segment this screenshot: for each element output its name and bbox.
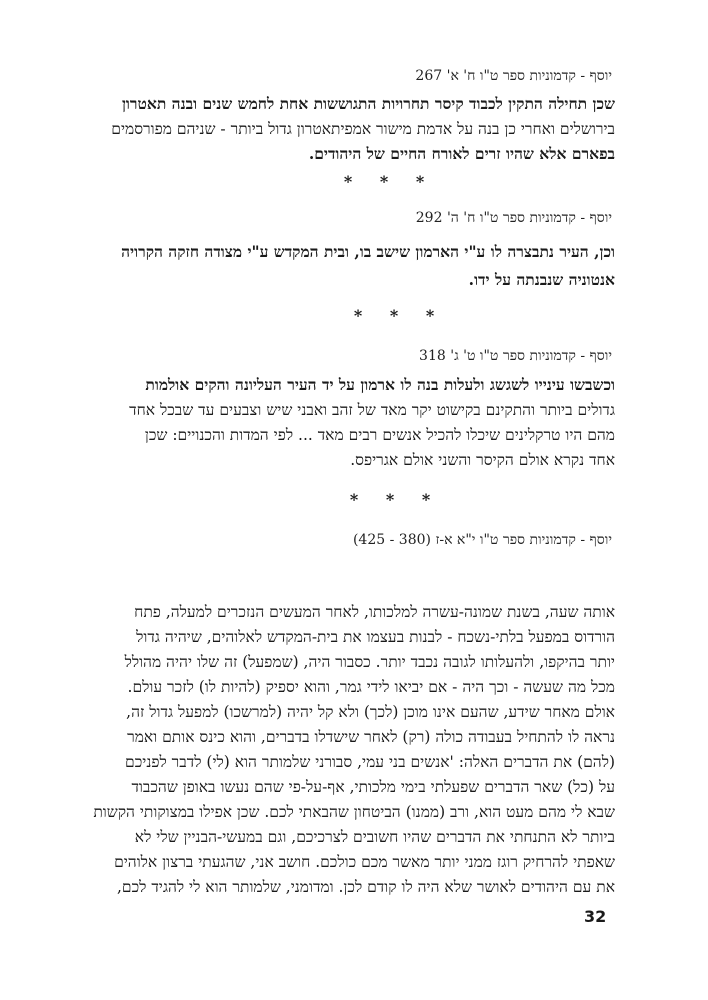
separator-star: * xyxy=(425,306,435,325)
text-line: מכל מה שעשה - וכך היה - אם יביאו לידי גמר, והוא יספיק (להיות לו) לזכר עולם. xyxy=(127,678,615,696)
source-citation: יוסף - קדמוניות ספר ט"ו י"א א-ז (380 - 425) xyxy=(352,532,612,548)
text-line: נראה לו להתחיל בעבודה כולה (רק) לאחר שישדלו בדברים, והוא כינס אותם ואמר xyxy=(127,728,615,746)
text-line: שאפתי להרחיק רוגז ממני יותר מאשר מכם כולכם. חושב אני, שהגעתי ברצון אלוהים xyxy=(114,853,615,871)
text-line: (להם) את הדברים האלה: 'אנשים בני עמי, סבורני שלמותר הוא (לי) לדבר לפניכם xyxy=(125,753,615,771)
text-line: וכשבשו עינייו לשגשג ולעלות בנה לו ארמון על יד העיר העליונה והקים אולמות xyxy=(145,375,615,394)
text-line: מהם היו טרקלינים שיכלו להכיל אנשים רבים מאד ... לפי המדות והכנויים: שכן xyxy=(144,426,615,444)
separator-star: * xyxy=(385,490,395,509)
text-line: גדולים ביותר והתקינם בקישוט יקר מאד של זהב ואבני שיש וצבעים עד שבכל אחד xyxy=(129,401,615,419)
text-line: שבא לי מהם מעט הוא, ורב (ממנו) הביטחון שהבאתי לכם. שכן אפילו במצוקותי הקשות xyxy=(93,803,615,821)
text-line: את עם היהודים לאושר שלא היה לו קודם לכן. ומדומני, שלמותר הוא לי להגיד לכם, xyxy=(116,878,615,896)
separator-star: * xyxy=(421,490,431,509)
source-citation: יוסף - קדמוניות ספר ט"ו ט' ג' 318 xyxy=(419,348,612,364)
text-line: וכן, העיר נתבצרה לו ע"י הארמון שישב בו, ובית המקדש ע"י מצודה חזקה הקרויה xyxy=(121,242,615,261)
source-citation: יוסף - קדמוניות ספר ט"ו ח' א' 267 xyxy=(415,68,612,84)
text-line: אולם מאחר שידע, שהעם אינו מוכן (לכך) ולא קל יהיה (למרשכו) למפעל גדול זה, xyxy=(126,703,615,721)
text-line: אותה שעה, בשנת שמונה-עשרה למלכותו, לאחר המעשים הנזכרים למעלה, פתח xyxy=(134,603,615,621)
text-line: על (כל) שאר הדברים שפעלתי בימי מלכותי, אף-על-פי שהם נעשו באופן שהכבוד xyxy=(131,778,615,796)
separator-star: * xyxy=(353,306,363,325)
text-line: יותר בהיקפו, ולהעלותו לגובה נכבד יותר. כסבור היה, (שמפעל) זה שלו יהיה מהולל xyxy=(124,653,615,671)
page-number: 32 xyxy=(584,907,607,926)
text-line: ביותר לא התנחתי את הדברים שהיו חשובים לצרכיכם, וגם במעשי-הבניין שלי לא xyxy=(134,828,615,846)
separator-star: * xyxy=(349,490,359,509)
text-line: אחד נקרא אולם הקיסר והשני אולם אגריפס. xyxy=(350,451,615,469)
text-line: בירושלים ואחרי כן בנה על אדמת מישור אמפיתאטרון גדול ביותר - שניהם מפורסמים xyxy=(111,120,615,138)
separator-star: * xyxy=(415,172,425,191)
text-line: שכן תחילה התקין לכבוד קיסר תחרויות התגוששות אחת לחמש שנים ובנה תאטרון xyxy=(121,94,615,113)
text-line: בפארם אלא שהיו זרים לאורח החיים של היהודים. xyxy=(308,144,615,163)
section-separator xyxy=(330,172,438,191)
section-separator xyxy=(340,306,448,325)
separator-star: * xyxy=(379,172,389,191)
text-line: הורדוס במפעל בלתי-נשכח - לבנות בעצמו את בית-המקדש לאלוהים, שיהיה גדול xyxy=(136,628,615,646)
source-citation: יוסף - קדמוניות ספר ט"ו ח' ה' 292 xyxy=(415,210,612,226)
section-separator xyxy=(336,490,444,509)
text-line: אנטוניה שנבנתה על ידו. xyxy=(468,270,615,289)
separator-star: * xyxy=(389,306,399,325)
separator-star: * xyxy=(343,172,353,191)
